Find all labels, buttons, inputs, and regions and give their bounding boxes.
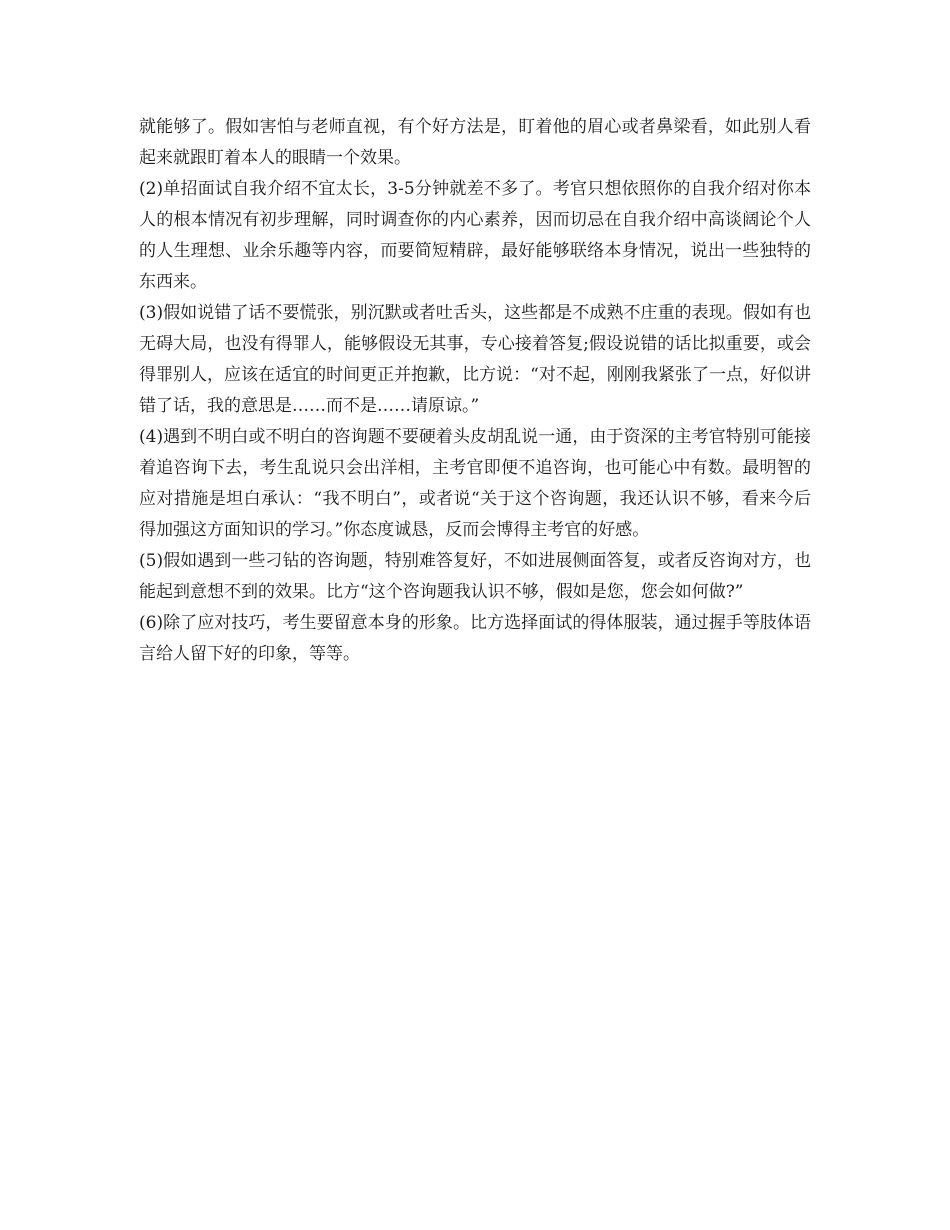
paragraph-misspoken: (3)假如说错了话不要慌张，别沉默或者吐舌头，这些都是不成熟不庄重的表现。假如有也无碍大局，也没有得罪人，能够假设无其事，专心接着答复;假设说错的话比拟重要，或会得罪别人，应该在适宜的时间更正并抱歉，比方说：“对不起，刚刚我紧张了一点，好似讲错了话，我的意思是……而不是……请原谅。” [139,303,811,416]
paragraph-image: (6)除了应对技巧，考生要留意本身的形象。比方选择面试的得体服装，通过握手等肢体语言给人留下好的印象，等等。 [139,613,811,664]
paragraph-self-introduction: (2)单招面试自我介绍不宜太长，3-5分钟就差不多了。考官只想依照你的自我介绍对你本人的根本情况有初步理解，同时调查你的内心素养，因而切忌在自我介绍中高谈阔论个人的人生理想、业余乐趣等内容，而要简短精辟，最好能够联络本身情况，说出一些独特的东西来。 [139,179,811,292]
paragraph-tricky-question: (5)假如遇到一些刁钻的咨询题，特别难答复好，不如进展侧面答复，或者反咨询对方，也能起到意想不到的效果。比方“这个咨询题我认识不够，假如是您，您会如何做?” [139,551,811,602]
paragraph-unknown-question: (4)遇到不明白或不明白的咨询题不要硬着头皮胡乱说一通，由于资深的主考官特别可能接着追咨询下去，考生乱说只会出洋相，主考官即便不追咨询，也可能心中有数。最明智的应对措施是坦白承认：“我不明白”，或者说“关于这个咨询题，我还认识不够，看来今后得加强这方面知识的学习。”你态度诚恳，反而会博得主考官的好感。 [139,427,811,540]
document-body [139,112,811,670]
paragraph-continuation: 就能够了。假如害怕与老师直视，有个好方法是，盯着他的眉心或者鼻梁看，如此别人看起来就跟盯着本人的眼睛一个效果。 [139,117,811,168]
